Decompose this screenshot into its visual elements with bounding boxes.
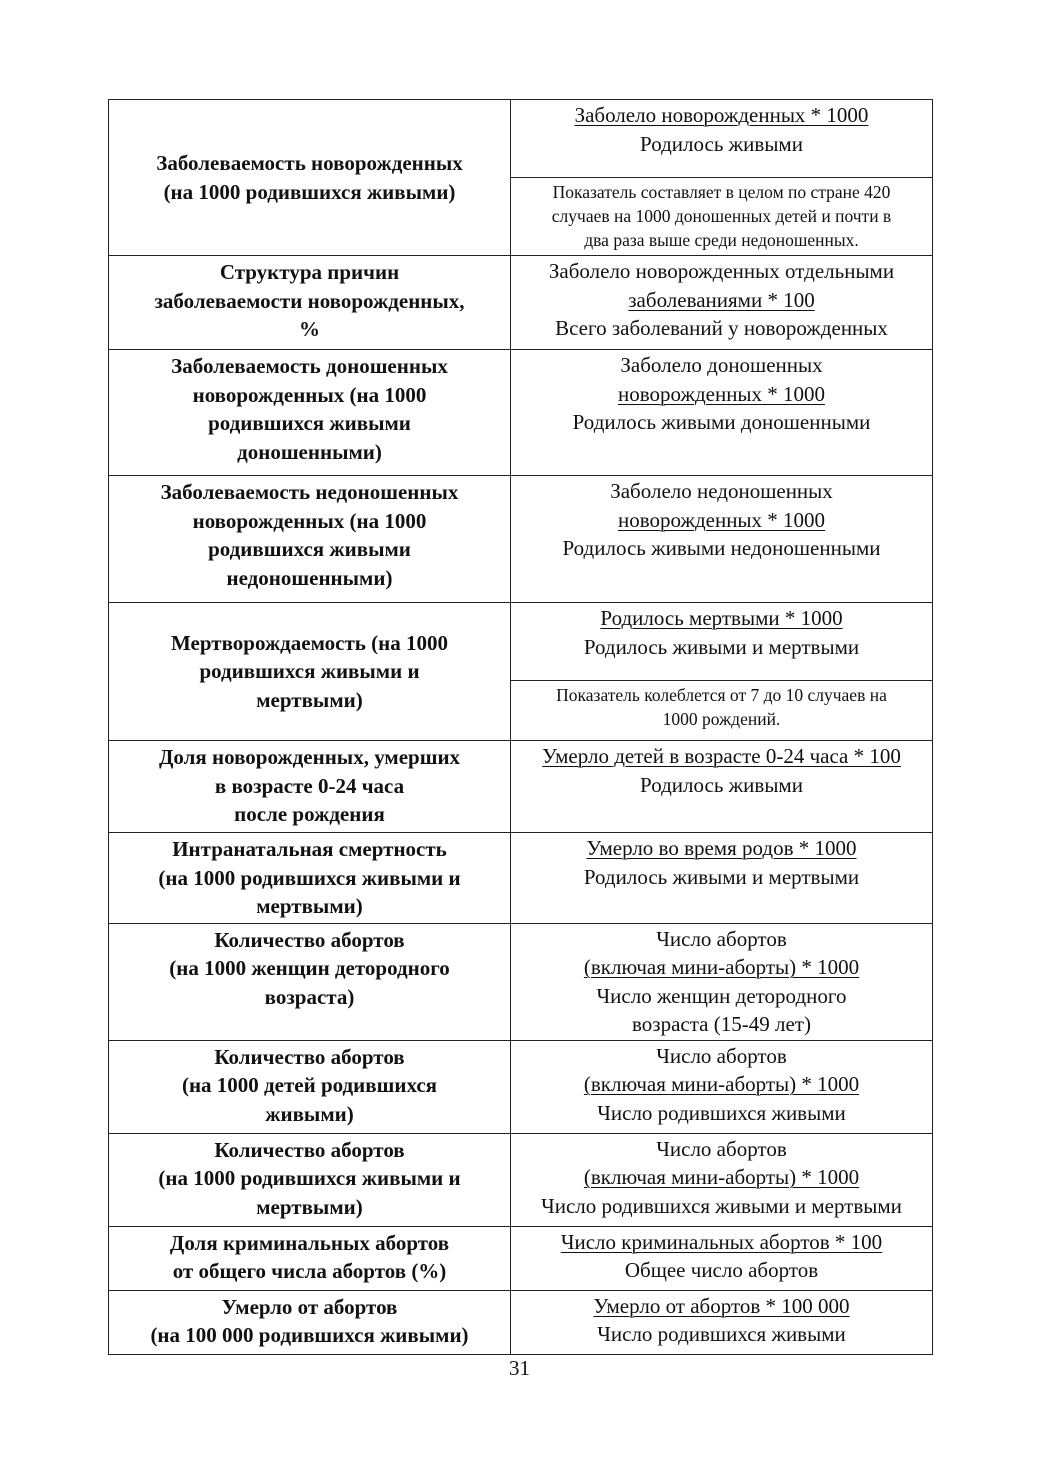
formula-denominator: Число родившихся живыми [597, 1322, 846, 1346]
indicator-note: Показатель составляет в целом по стране 420 случаев на 1000 доношенных детей и почти в два раза выше среди недоношенных. [511, 178, 933, 256]
formula-numerator: Заболело новорожденных * 1000 [574, 103, 869, 127]
indicators-table [108, 99, 933, 1355]
table-row [109, 923, 933, 1040]
indicator-name: Количество абортов (на 1000 женщин детородного возраста) [109, 923, 511, 1040]
table-row [109, 350, 933, 476]
table-row [109, 100, 933, 178]
formula-numerator: Число абортов [656, 926, 787, 951]
formula-numerator: Умерло во время родов * 1000 [586, 836, 857, 860]
formula-numerator: новорожденных * 1000 [617, 507, 826, 532]
indicator-formula [511, 1226, 933, 1290]
page-number: 31 [509, 1356, 530, 1380]
indicator-formula [511, 256, 933, 350]
formula-denominator: Родилось живыми недоношенными [562, 536, 881, 560]
formula-numerator: Умерло детей в возрасте 0-24 часа * 100 [542, 744, 901, 768]
indicator-name: Мертворождаемость (на 1000 родившихся живыми и мертвыми) [109, 603, 511, 741]
indicator-formula [511, 741, 933, 833]
formula-numerator: Число абортов [656, 1043, 787, 1068]
table-row [109, 1040, 933, 1133]
formula-denominator: Родилось живыми [640, 772, 803, 797]
formula-denominator: возраста (15-49 лет) [632, 1012, 811, 1036]
formula-numerator: новорожденных * 1000 [617, 381, 826, 406]
formula-numerator: (включая мини-аборты) * 1000 [583, 1072, 860, 1096]
formula-numerator: (включая мини-аборты) * 1000 [583, 955, 860, 979]
indicator-name: Интранатальная смертность (на 1000 родившихся живыми и мертвыми) [109, 833, 511, 924]
indicator-name: Умерло от абортов (на 100 000 родившихся живыми) [109, 1290, 511, 1354]
indicator-name: Структура причин заболеваемости новорожденных, % [109, 256, 511, 350]
formula-numerator: Умерло от абортов * 100 000 [593, 1293, 850, 1318]
indicator-formula [511, 923, 933, 1040]
formula-denominator: Родилось живыми [640, 131, 803, 156]
formula-denominator: Родилось живыми и мертвыми [583, 634, 860, 659]
formula-denominator: Родилось живыми доношенными [572, 410, 871, 434]
indicator-name: Заболеваемость новорожденных (на 1000 родившихся живыми) [109, 100, 511, 256]
indicator-name: Доля новорожденных, умерших в возрасте 0-24 часа после рождения [109, 741, 511, 833]
indicator-formula [511, 833, 933, 924]
indicator-formula [511, 603, 933, 681]
table-row [109, 603, 933, 681]
formula-denominator: Число женщин детородного [596, 983, 847, 1008]
indicator-name: Заболеваемость доношенных новорожденных (на 1000 родившихся живыми доношенными) [109, 350, 511, 476]
formula-denominator: Общее число абортов [624, 1258, 819, 1282]
formula-numerator: Заболело новорожденных отдельными [548, 259, 895, 283]
indicator-formula [511, 100, 933, 178]
formula-denominator: Родилось живыми и мертвыми [583, 864, 860, 889]
table-row [109, 741, 933, 833]
table-row [109, 1133, 933, 1226]
formula-denominator: Число родившихся живыми [597, 1100, 846, 1125]
formula-numerator: (включая мини-аборты) * 1000 [583, 1165, 860, 1189]
formula-numerator: Заболело доношенных [620, 353, 823, 377]
formula-numerator: Заболело недоношенных [610, 479, 833, 503]
indicator-formula [511, 1290, 933, 1354]
formula-numerator: заболеваниями * 100 [628, 287, 815, 312]
indicator-name: Количество абортов (на 1000 родившихся живыми и мертвыми) [109, 1133, 511, 1226]
indicator-formula [511, 350, 933, 476]
indicator-formula [511, 1133, 933, 1226]
table-row [109, 833, 933, 924]
formula-denominator: Всего заболеваний у новорожденных [555, 316, 888, 340]
formula-numerator: Число абортов [656, 1136, 787, 1161]
table-row [109, 1226, 933, 1290]
table-row [109, 476, 933, 603]
indicator-note: Показатель колеблется от 7 до 10 случаев на 1000 рождений. [511, 681, 933, 741]
indicator-formula [511, 1040, 933, 1133]
formula-denominator: Число родившихся живыми и мертвыми [541, 1193, 902, 1218]
indicator-formula [511, 476, 933, 603]
indicator-name: Доля криминальных абортов от общего числа абортов (%) [109, 1226, 511, 1290]
formula-numerator: Родилось мертвыми * 1000 [600, 606, 843, 630]
table-row [109, 1290, 933, 1354]
table-row [109, 256, 933, 350]
indicator-name: Заболеваемость недоношенных новорожденных (на 1000 родившихся живыми недоношенными) [109, 476, 511, 603]
indicator-name: Количество абортов (на 1000 детей родившихся живыми) [109, 1040, 511, 1133]
formula-numerator: Число криминальных абортов * 100 [560, 1229, 883, 1254]
